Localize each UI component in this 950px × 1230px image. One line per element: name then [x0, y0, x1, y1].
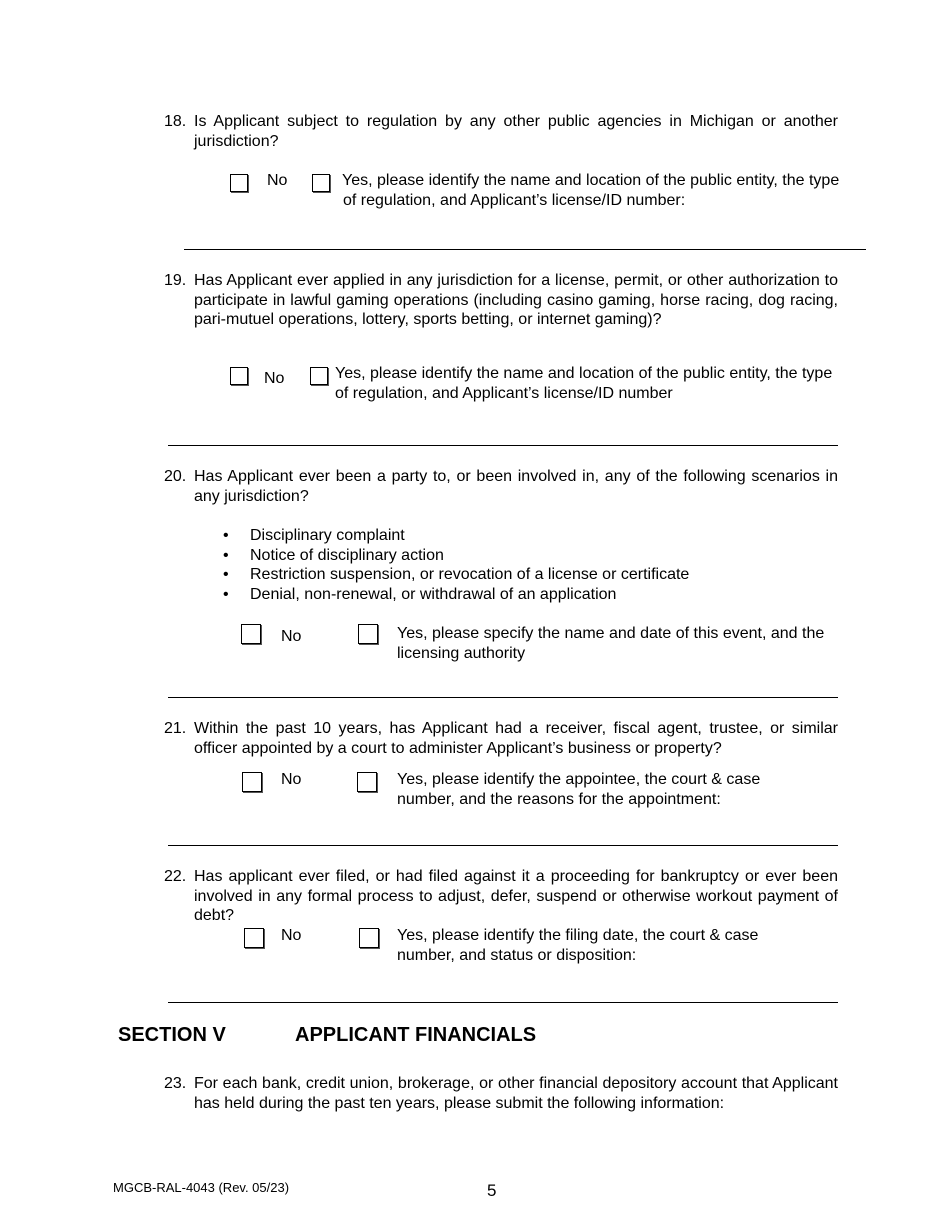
list-item: • Restriction suspension, or revocation of a license or certificate	[223, 565, 783, 585]
question-20-number: 20.	[164, 468, 187, 485]
question-22-answer-line[interactable]	[168, 1002, 838, 1003]
question-20-no-label: No	[281, 628, 302, 645]
list-item: • Notice of disciplinary action	[223, 546, 783, 566]
question-19-no-label: No	[264, 370, 285, 387]
question-18-no-checkbox[interactable]	[230, 174, 248, 192]
question-18-number: 18.	[164, 113, 187, 130]
question-18-text: Is Applicant subject to regulation by any other public agencies in Michigan or another jurisdiction?	[194, 113, 838, 150]
question-19-no-checkbox[interactable]	[230, 367, 248, 385]
question-20-answer-line[interactable]	[168, 697, 838, 698]
question-23-text: For each bank, credit union, brokerage, or other financial depository account that Applicant has held during the past ten years, please submit the following information:	[194, 1075, 838, 1112]
question-20-text: Has Applicant ever been a party to, or been involved in, any of the following scenarios in any jurisdiction?	[194, 468, 838, 505]
question-22-yes-checkbox[interactable]	[359, 928, 379, 948]
question-21-yes-label: Yes, please identify the appointee, the court & case number, and the reasons for the appointment:	[397, 771, 761, 808]
question-18-answer-line[interactable]	[184, 249, 866, 250]
list-item: • Denial, non-renewal, or withdrawal of an application	[223, 585, 783, 605]
question-20-scenario-list	[223, 526, 783, 604]
question-21-no-label: No	[281, 771, 302, 788]
question-20-no-checkbox[interactable]	[241, 624, 261, 644]
question-19-yes-label: Yes, please identify the name and location of the public entity, the type of regulation, and Applicant’s license/ID number	[335, 365, 833, 402]
question-21-number: 21.	[164, 720, 187, 737]
list-item: • Disciplinary complaint	[223, 526, 783, 546]
question-23-number: 23.	[164, 1075, 187, 1092]
page-number: 5	[487, 1181, 497, 1200]
question-22-no-label: No	[281, 927, 302, 944]
section-title: APPLICANT FINANCIALS	[295, 1024, 537, 1046]
question-22-text: Has applicant ever filed, or had filed against it a proceeding for bankruptcy or ever been involved in any formal process to adjust, defer, suspend or otherwise workout payment of debt?	[194, 868, 838, 924]
question-19-yes-checkbox[interactable]	[310, 367, 328, 385]
form-id: MGCB-RAL-4043 (Rev. 05/23)	[113, 1180, 290, 1195]
section-label: SECTION V	[118, 1024, 226, 1046]
question-18-no-label: No	[267, 172, 288, 189]
question-21-answer-line[interactable]	[168, 845, 838, 846]
question-21-text: Within the past 10 years, has Applicant had a receiver, fiscal agent, trustee, or similar officer appointed by a court to administer Applicant’s business or property?	[194, 720, 838, 757]
question-21-no-checkbox[interactable]	[242, 772, 262, 792]
question-19-text: Has Applicant ever applied in any jurisdiction for a license, permit, or other authorization to participate in lawful gaming operations (including casino gaming, horse racing, dog racing, pari-mutuel operations, lottery, sports betting, or internet gaming)?	[194, 272, 838, 328]
question-20-yes-label: Yes, please specify the name and date of this event, and the licensing authority	[397, 625, 825, 662]
question-22-number: 22.	[164, 868, 187, 885]
question-19-answer-line[interactable]	[168, 445, 838, 446]
question-22-yes-label: Yes, please identify the filing date, the court & case number, and status or disposition:	[397, 927, 759, 964]
question-18-yes-label: Yes, please identify the name and location of the public entity, the type of regulation, and Applicant’s license/ID number:	[342, 172, 840, 209]
question-22-no-checkbox[interactable]	[244, 928, 264, 948]
question-21-yes-checkbox[interactable]	[357, 772, 377, 792]
question-19-number: 19.	[164, 272, 187, 289]
question-20-yes-checkbox[interactable]	[358, 624, 378, 644]
question-18-yes-checkbox[interactable]	[312, 174, 330, 192]
